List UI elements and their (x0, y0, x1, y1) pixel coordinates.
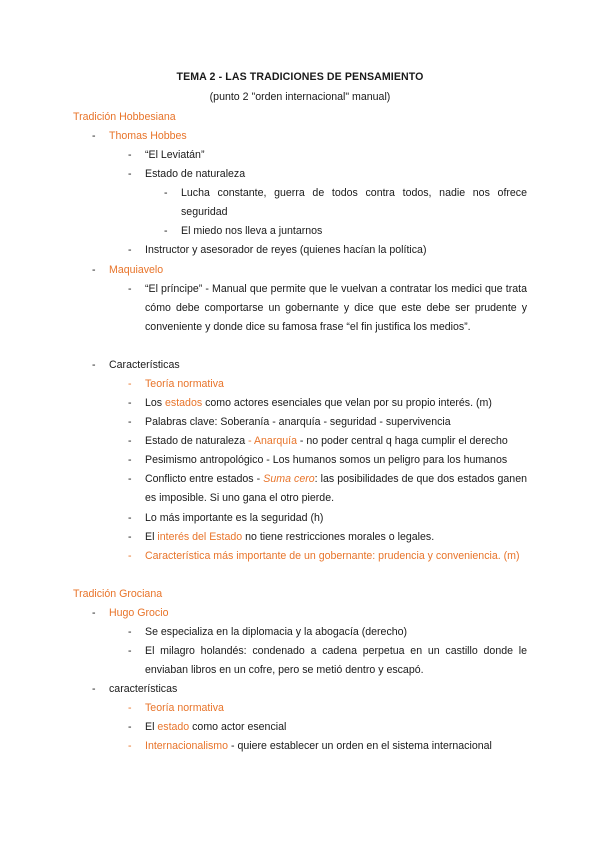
list-item-principe: “El príncipe” - Manual que permite que le vuelvan a contratar los medici que trata cómo debe comportarse un gobernante y dice que este debe ser prudente y conveniente y donde dice su famosa frase “el fin justifica los medios”. (145, 283, 527, 334)
bullet-dash: - (128, 283, 132, 295)
bullet-dash: - (128, 473, 132, 485)
bullet-dash: - (128, 531, 132, 543)
list-item-miedo: El miedo nos lleva a juntarnos (181, 225, 323, 237)
author-grocio: Hugo Grocio (109, 607, 169, 619)
bullet-dash: - (92, 683, 96, 695)
author-hobbes: Thomas Hobbes (109, 130, 187, 142)
list-item-conflicto (145, 470, 527, 508)
list-item-teoria-normativa-grociana: Teoría normativa (145, 702, 224, 714)
text-run: como actores esenciales que velan por su propio interés. (m) (202, 397, 492, 409)
list-item-lucha: Lucha constante, guerra de todos contra todos, nadie nos ofrece seguridad (181, 187, 527, 219)
text-run: El (145, 531, 158, 543)
bullet-dash: - (164, 225, 168, 237)
bullet-dash: - (128, 149, 132, 161)
list-item-teoria-normativa: Teoría normativa (145, 378, 224, 390)
list-item-estado-naturaleza: Estado de naturaleza (145, 168, 246, 180)
list-item-instructor: Instructor y asesorador de reyes (quienes hacían la política) (145, 244, 427, 256)
bullet-dash: - (128, 435, 132, 447)
bullet-dash: - (128, 512, 132, 524)
bullet-dash: - (92, 607, 96, 619)
highlight-term: interés del Estado (157, 531, 243, 543)
bullet-dash: - (128, 454, 132, 466)
bullet-dash: - (128, 244, 132, 256)
bullet-dash: - (128, 702, 132, 714)
bullet-dash: - (92, 264, 96, 276)
highlight-term: Internacionalismo (145, 740, 229, 752)
list-item-seguridad: Lo más importante es la seguridad (h) (145, 512, 324, 524)
bullet-dash: - (92, 130, 96, 142)
characteristics-label-hobbesiana: Características (109, 359, 180, 371)
characteristics-label-grociana: características (109, 683, 178, 695)
bullet-dash: - (128, 168, 132, 180)
text-run: - no poder central q haga cumplir el derecho (296, 435, 508, 447)
author-maquiavelo: Maquiavelo (109, 264, 164, 276)
highlight-term: estados (165, 397, 203, 409)
text-run: como actor esencial (189, 721, 287, 733)
text-run: - quiere establecer un orden en el sistema internacional (228, 740, 492, 752)
bullet-dash: - (128, 721, 132, 733)
text-run: Estado de naturaleza (145, 435, 249, 447)
highlight-term: Suma cero (263, 473, 315, 485)
list-item-naturaleza-anarquia (145, 432, 508, 451)
bullet-dash: - (164, 187, 168, 199)
list-item-internacionalismo (145, 737, 492, 756)
page-title: TEMA 2 - LAS TRADICIONES DE PENSAMIENTO (176, 71, 424, 83)
section-heading-grociana: Tradición Grociana (73, 588, 163, 600)
page-subtitle: (punto 2 "orden internacional" manual) (209, 91, 391, 103)
bullet-dash: - (128, 645, 132, 657)
bullet-dash: - (128, 626, 132, 638)
list-item-estados (145, 394, 492, 413)
list-item-diplomacia: Se especializa en la diplomacia y la abogacía (derecho) (145, 626, 408, 638)
text-run: : las posibilidades de que dos estados ganen es imposible. Si uno gana el otro pierde. (145, 473, 527, 505)
bullet-dash: - (128, 550, 132, 562)
text-run: no tiene restricciones morales o legales. (242, 531, 435, 543)
list-item-interes-estado (145, 528, 434, 547)
highlight-term: estado (157, 721, 190, 733)
list-item-gobernante: Característica más importante de un gobernante: prudencia y conveniencia. (m) (145, 550, 520, 562)
bullet-dash: - (92, 359, 96, 371)
bullet-dash: - (128, 740, 132, 752)
text-run: El (145, 721, 158, 733)
section-heading-hobbesiana: Tradición Hobbesiana (73, 111, 176, 123)
text-run: Los (145, 397, 166, 409)
bullet-dash: - (128, 416, 132, 428)
highlight-term: - Anarquía (248, 435, 297, 447)
list-item-palabras-clave: Palabras clave: Soberanía - anarquía - seguridad - supervivencia (145, 416, 451, 428)
list-item-milagro: El milagro holandés: condenado a cadena perpetua en un castillo donde le enviaban libros en un cofre, pero se metió dentro y escapó. (145, 645, 527, 677)
list-item-pesimismo: Pesimismo antropológico - Los humanos somos un peligro para los humanos (145, 454, 508, 466)
list-item-leviatan: “El Leviatán” (145, 149, 205, 161)
bullet-dash: - (128, 378, 132, 390)
list-item-estado-actor (145, 718, 286, 737)
bullet-dash: - (128, 397, 132, 409)
text-run: Conflicto entre estados - (145, 473, 264, 485)
